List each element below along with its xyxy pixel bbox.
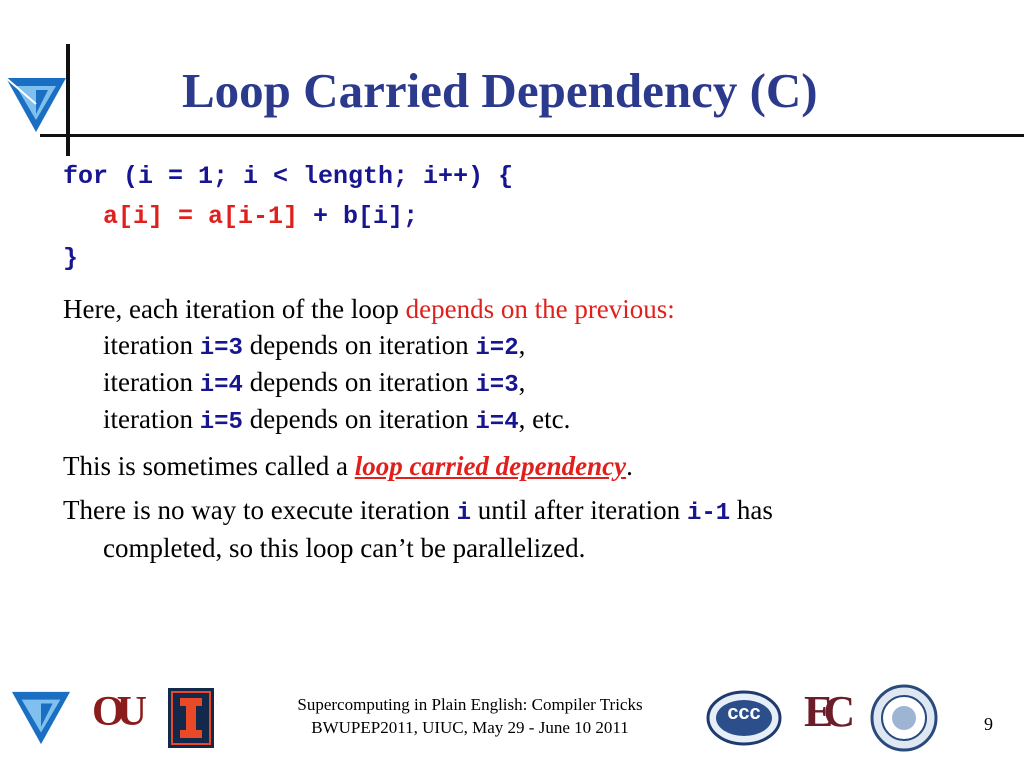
illinois-logo-icon	[168, 688, 214, 748]
footer-line-1: Supercomputing in Plain English: Compiler Tricks	[297, 695, 643, 714]
para1-item-1	[103, 328, 525, 366]
ccc-logo-text: ccc	[727, 702, 761, 724]
code-line-3: }	[63, 244, 79, 273]
item-code: i=2	[475, 335, 519, 362]
para3-line-1	[63, 493, 773, 531]
item-text: ,	[518, 330, 526, 360]
para1-red: depends on the previous:	[405, 294, 675, 324]
slide-title: Loop Carried Dependency (C)	[182, 63, 818, 118]
item-text: iteration	[103, 330, 200, 360]
ou-logo: OU	[92, 689, 139, 735]
para3-line-2: completed, so this loop can’t be parallelized.	[103, 533, 586, 563]
item-text: ,	[518, 367, 526, 397]
para2-text: This is sometimes called a	[63, 451, 355, 481]
footer-line-2: BWUPEP2011, UIUC, May 29 - June 10 2011	[311, 718, 629, 737]
ec-logo: EC	[804, 687, 846, 736]
para1-item-3	[103, 402, 570, 440]
hampton-university-seal-icon	[870, 684, 938, 752]
para1-text: Here, each iteration of the loop	[63, 294, 406, 324]
item-code: i=4	[199, 372, 243, 399]
code-line-2-rest: + b[i];	[298, 202, 419, 231]
oscer-logo-icon	[4, 74, 68, 136]
item-text: depends on iteration	[242, 367, 476, 397]
item-code: i=3	[475, 372, 519, 399]
item-text: , etc.	[518, 404, 571, 434]
item-code: i=3	[199, 335, 243, 362]
para3-code: i-1	[686, 500, 731, 527]
item-text: iteration	[103, 367, 200, 397]
para1-lead	[63, 292, 675, 326]
oscer-logo-icon	[10, 688, 72, 748]
para3-code: i	[456, 500, 472, 527]
item-text: depends on iteration	[242, 330, 476, 360]
code-line-1: for (i = 1; i < length; i++) {	[63, 162, 514, 191]
para2	[63, 449, 633, 483]
para3-text: until after iteration	[471, 495, 687, 525]
title-divider-horizontal	[40, 134, 1024, 137]
item-code: i=4	[475, 409, 519, 436]
para3-text: There is no way to execute iteration	[63, 495, 457, 525]
code-line-2-red: a[i] = a[i-1]	[103, 202, 299, 231]
para2-end: .	[626, 451, 633, 481]
para3-text: has	[730, 495, 773, 525]
page-number: 9	[984, 714, 993, 734]
para2-emphasis: loop carried dependency	[354, 451, 627, 481]
item-text: iteration	[103, 404, 200, 434]
item-text: depends on iteration	[242, 404, 476, 434]
code-line-2	[103, 202, 418, 231]
para1-item-2	[103, 365, 525, 403]
item-code: i=5	[199, 409, 243, 436]
